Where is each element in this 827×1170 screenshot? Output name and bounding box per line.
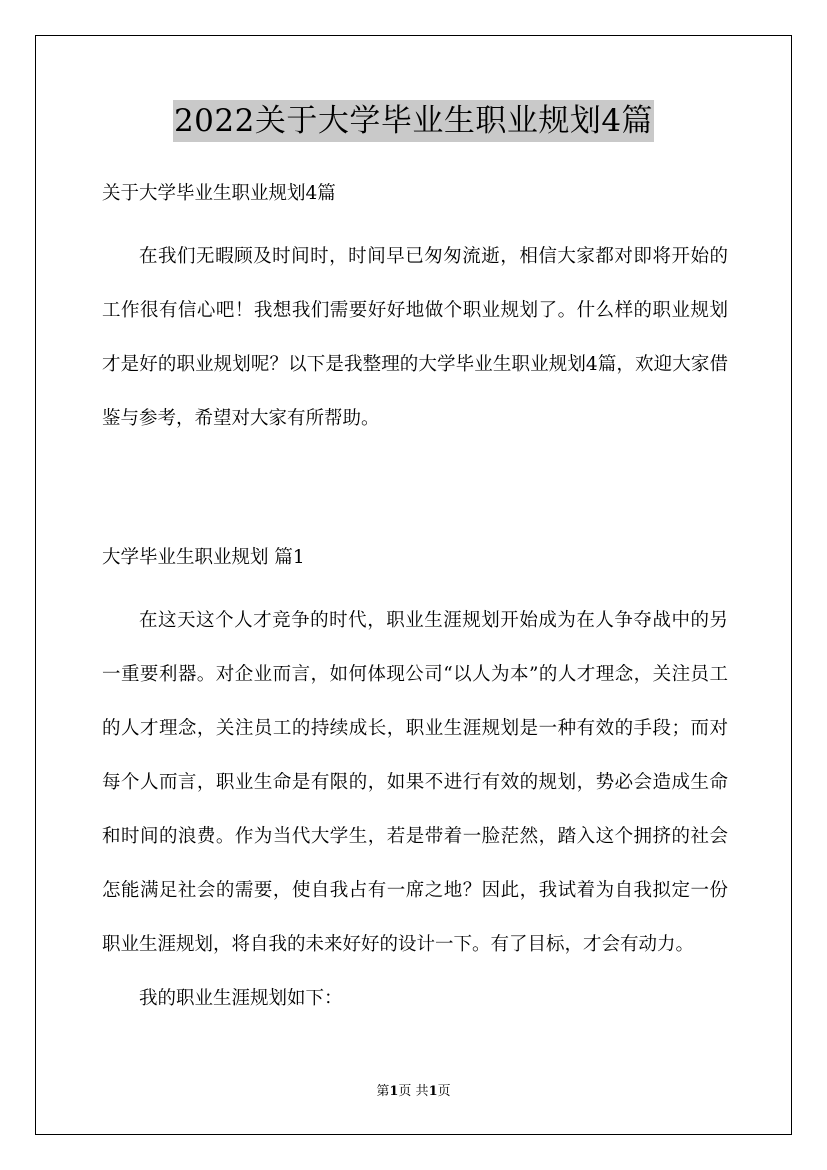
footer-page-suffix: 页 (437, 1084, 451, 1099)
document-body (102, 176, 728, 1026)
document-title: 2022关于大学毕业生职业规划4篇 (173, 100, 654, 142)
section-paragraph-closing: 我的职业生涯规划如下： (139, 988, 343, 1009)
intro-paragraph: 在我们无暇顾及时间时，时间早已匆匆流逝，相信大家都对即将开始的工作很有信心吧！我想我们需要好好地做个职业规划了。什么样的职业规划才是好的职业规划呢？以下是我整理的大学毕业生职业规划4篇，欢迎大家借鉴与参考，希望对大家有所帮助。 (102, 246, 728, 429)
page-footer (0, 1083, 827, 1101)
title-container (0, 100, 827, 142)
footer-page-total: 1 (428, 1084, 438, 1099)
document-subtitle: 关于大学毕业生职业规划4篇 (102, 183, 336, 204)
footer-page-mid: 页 共 (398, 1084, 429, 1099)
footer-page-prefix: 第 (376, 1084, 390, 1099)
section-paragraph: 在这天这个人才竞争的时代，职业生涯规划开始成为在人争夺战中的另一重要利器。对企业而言，如何体现公司“以人为本”的人才理念，关注员工的人才理念，关注员工的持续成长，职业生涯规划是一种有效的手段；而对每个人而言，职业生命是有限的，如果不进行有效的规划，势必会造成生命和时间的浪费。作为当代大学生，若是带着一脸茫然，踏入这个拥挤的社会怎能满足社会的需要，使自我占有一席之地？因此，我试着为自我拟定一份职业生涯规划，将自我的未来好好的设计一下。有了目标，才会有动力。 (102, 610, 728, 955)
footer-page-current: 1 (389, 1084, 399, 1099)
section-heading: 大学毕业生职业规划 篇1 (102, 547, 305, 568)
